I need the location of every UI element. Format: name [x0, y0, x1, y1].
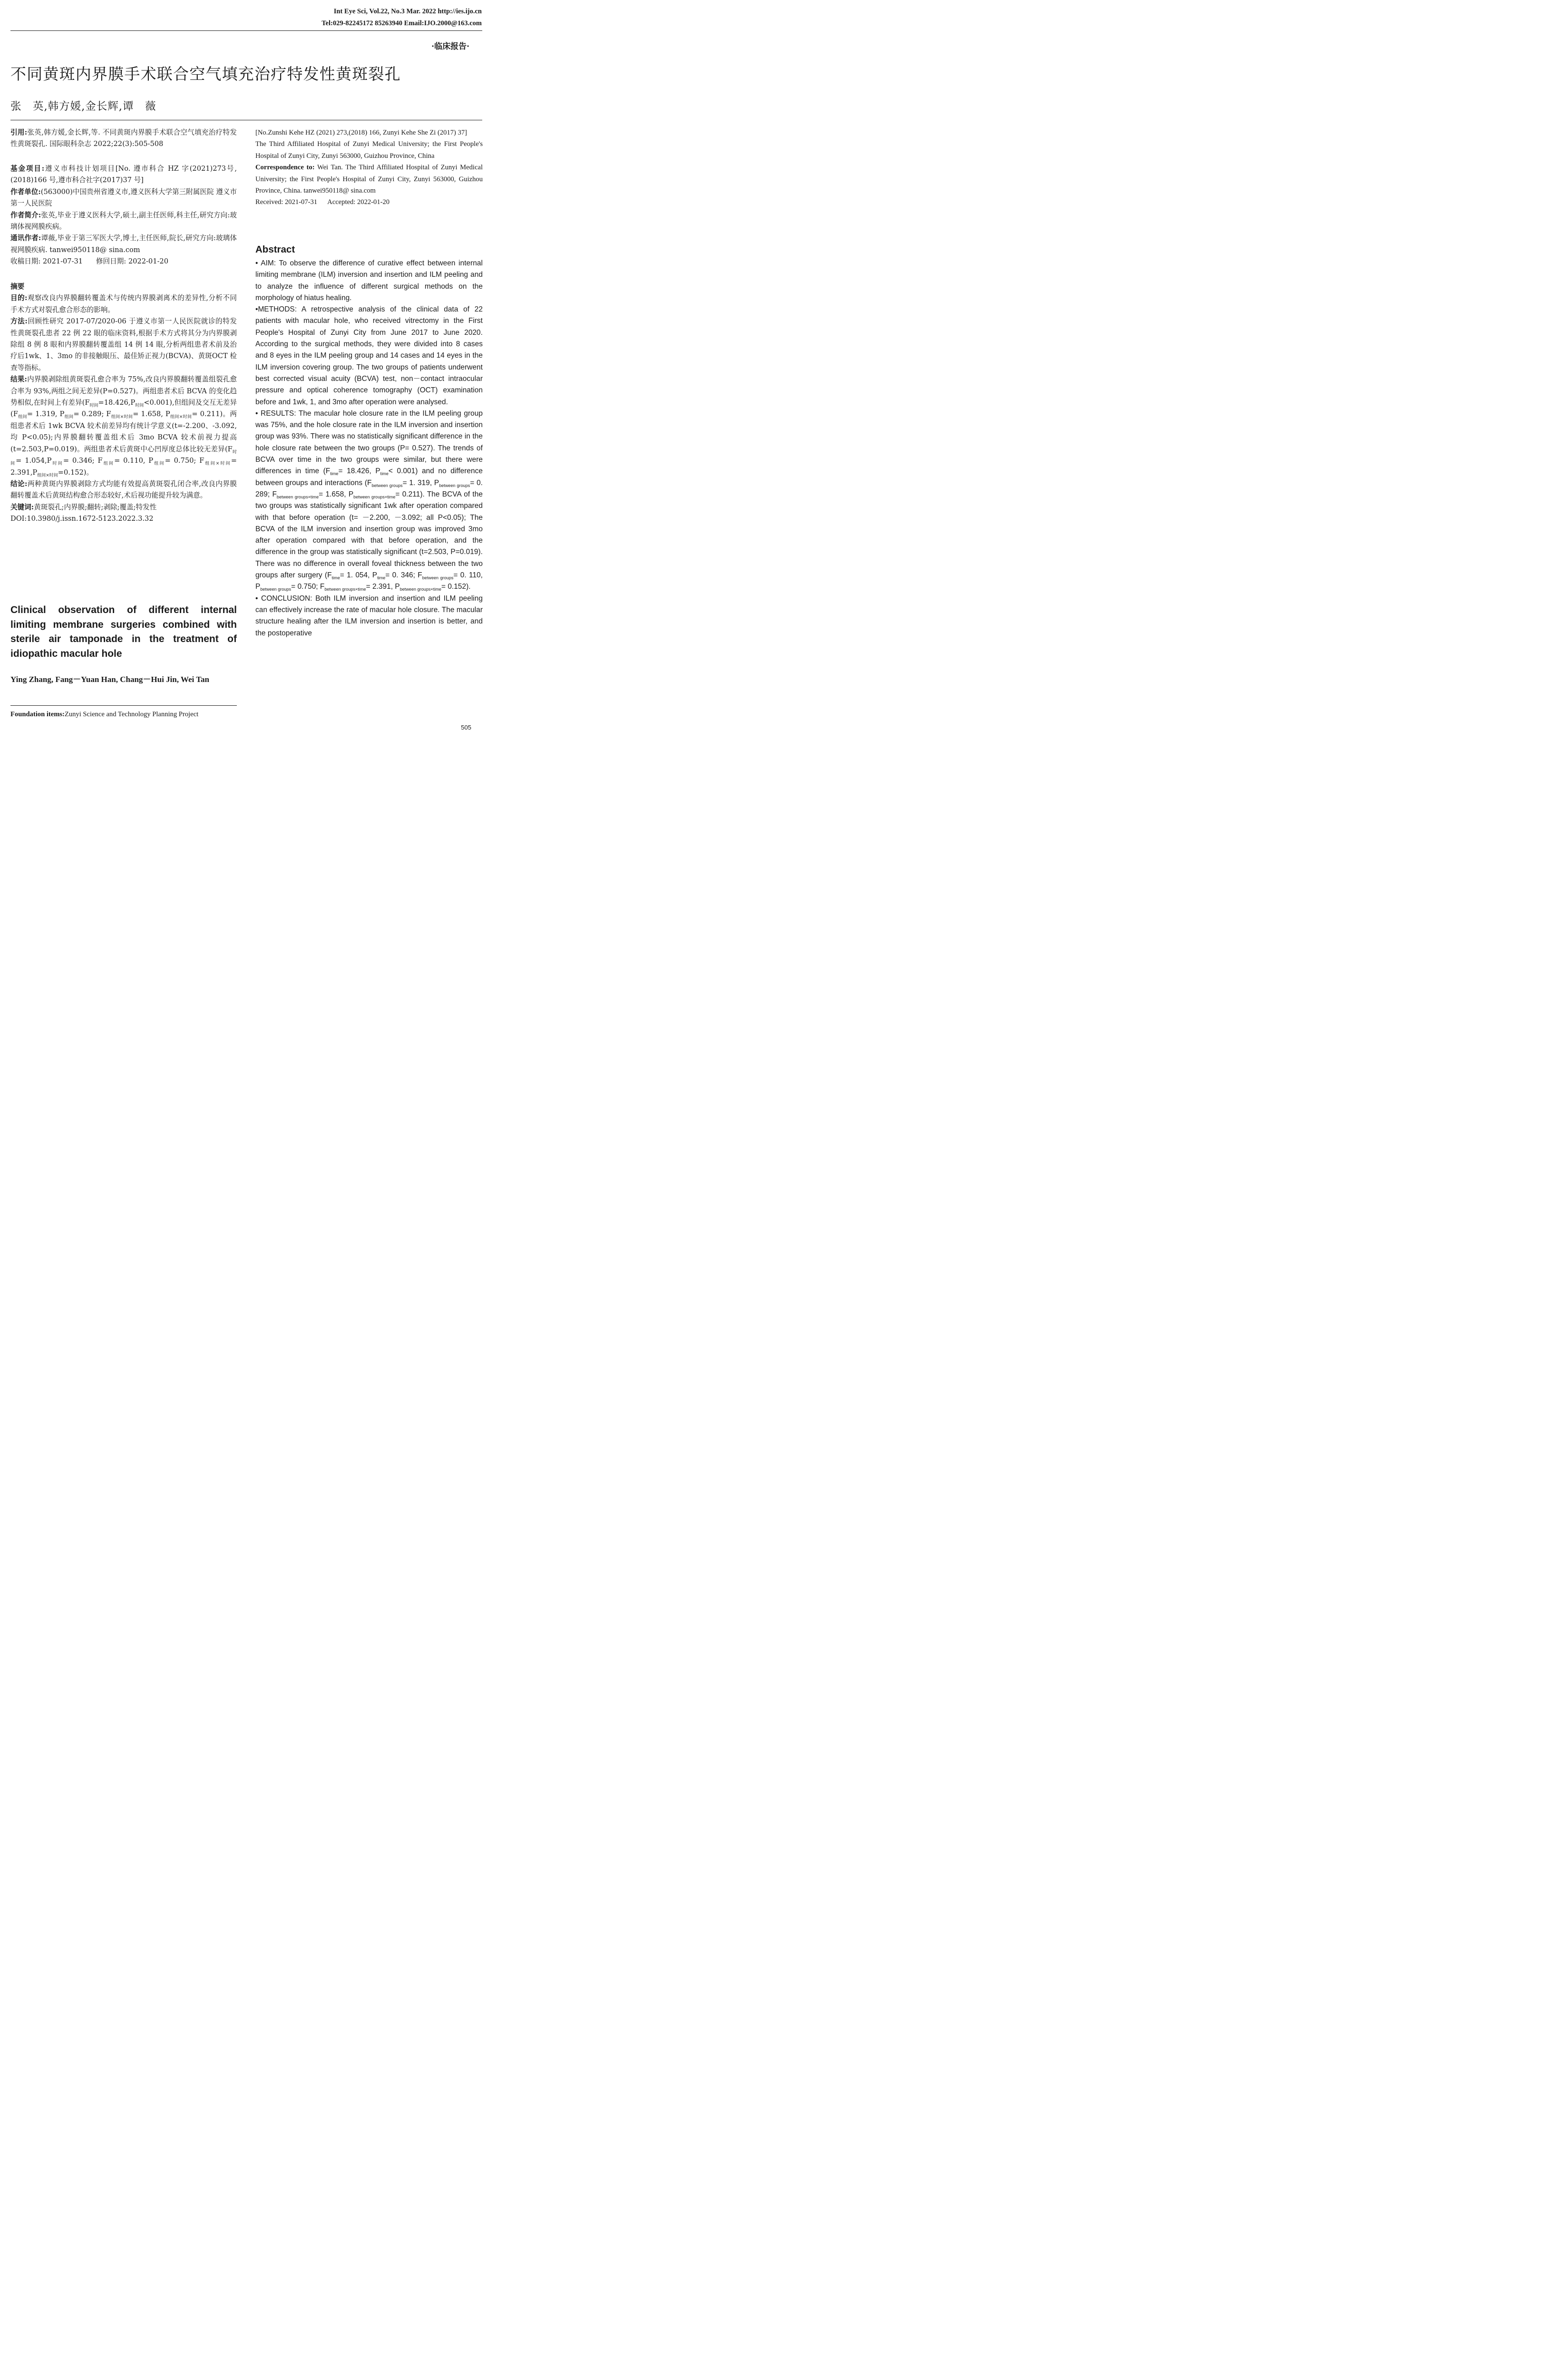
citation-text: 张英,韩方媛,金长辉,等. 不同黄斑内界膜手术联合空气填充治疗特发性黄斑裂孔. 国际眼科杂志 2022;22(3):505-508	[10, 128, 237, 148]
fund-info: 基金项目:遵义市科技计划项目[No. 遵市科合 HZ 字(2021)273号,(2018)166 号,遵市科合社字(2017)37 号]	[10, 165, 237, 185]
cn-aim: 目的:观察改良内界膜翻转覆盖术与传统内界膜剥离术的差异性,分析不同手术方式对裂孔愈合形态的影响。	[10, 294, 237, 314]
journal-header-line2: Tel:029-82245172 85263940 Email:IJO.2000@163.com	[321, 19, 482, 27]
en-received: Received: 2021-07-31 Accepted: 2022-01-20	[255, 198, 390, 206]
en-abstract	[255, 258, 483, 639]
received-dates: 收稿日期: 2021-07-31 修回日期: 2022-01-20	[10, 257, 168, 266]
doi: DOI:10.3980/j.issn.1672-5123.2022.3.32	[10, 515, 154, 523]
en-conclusion: • CONCLUSION: Both ILM inversion and insertion and ILM peeling can effectively increase the rate of macular hole closure. The macular structure healing after the ILM inversion and insertion is better, and the postoperative	[255, 594, 483, 637]
corresponding-author: 通讯作者:谭薇,毕业于第三军医大学,博士,主任医师,院长,研究方向:玻璃体视网膜疾病. tanwei950118@ sina.com	[10, 234, 237, 254]
journal-header-line1: Int Eye Sci, Vol.22, No.3 Mar. 2022 http://ies.ijo.cn	[333, 8, 482, 15]
author-unit: 作者单位:(563000)中国贵州省遵义市,遵义医科大学第三附属医院 遵义市第一人民医院	[10, 187, 237, 208]
author-bio: 作者简介:张英,毕业于遵义医科大学,硕士,副主任医师,科主任,研究方向:玻璃体视网膜疾病。	[10, 211, 237, 231]
article-title: 不同黄斑内界膜手术联合空气填充治疗特发性黄斑裂孔	[10, 65, 401, 83]
cn-keywords: 关键词:黄斑裂孔;内界膜;翻转;剥除;覆盖;特发性	[10, 503, 157, 511]
page-number: 505	[461, 724, 471, 731]
en-affiliation: The Third Affiliated Hospital of Zunyi Medical University; the First People's Hospital of Zunyi City, Zunyi 563000, Guizhou Province, China	[255, 140, 483, 160]
en-correspondence: Correspondence to: Wei Tan. The Third Affiliated Hospital of Zunyi Medical University; the First People's Hospital of Zunyi City, Zunyi 563000, Guizhou Province, China. tanwei950118@ sina.com	[255, 164, 483, 195]
english-title: Clinical observation of different internal limiting membrane surgeries combined with sterile air tamponade in the treatment of idiopathic macular hole	[10, 604, 237, 659]
cn-conclusion: 结论:两种黄斑内界膜剥除方式均能有效提高黄斑裂孔闭合率,改良内界膜翻转覆盖术后黄斑结构愈合形态较好,术后视功能提升较为满意。	[10, 479, 237, 500]
meta-block	[10, 163, 237, 268]
foundation-items: Foundation items:Zunyi Science and Technology Planning Project	[10, 711, 199, 718]
header-rule	[10, 30, 482, 31]
cn-abstract-heading: 摘要	[10, 283, 25, 291]
cn-methods: 方法:回顾性研究 2017-07/2020-06 于遵义市第一人民医院就诊的特发性黄斑裂孔患者 22 例 22 眼的临床资料,根据手术方式将其分为内界膜剥除组 8 例 8 眼和内界膜翻转覆盖组 14 例 14 眼,分析两组患者术前及治疗后1wk、1、3mo 的非接触眼压、最佳矫正视力(BCVA)、黄斑OCT 检查等指标。	[10, 317, 237, 372]
en-aim: • AIM: To observe the difference of curative effect between internal limiting membrane (ILM) inversion and insertion and ILM peeling and to analyze the influence of different surgical methods on the morphology of hiatus healing.	[255, 259, 483, 302]
en-results: • RESULTS: The macular hole closure rate in the ILM peeling group was 75%, and the hole closure rate in the ILM inversion and insertion group was 93%. There was no statistically significant difference in the hole closure rate between the two groups (P= 0.527). The trends of BCVA over time in the two groups were similar, but there were differences in time ($F_{time}= 18.426$, $P_{time}< 0.001$) and no difference between groups and interactions ($F_{between groups}= 1$. 319, $P_{between groups}= 0$. 289; $F_{between groups\times time}= 1.658$, $P_{between groups\times time}= 0.211$). The BCVA of the two groups was statistically significant 1wk after operation compared with that before operation (t= －2.200, －3.092; all P<0.05); The BCVA of the ILM inversion and insertion group was improved 3mo after operation compared with that before operation, and the difference in the group was statistically significant (t=2.503, P=0.019). There was no difference in overall foveal thickness between the two groups after surgery ($F_{time}= 1$. 054, $P_{time}= 0$. 346; $F_{between groups}= 0$. 110, $P_{between groups}= 0.750$; $F_{between groups\times time}= 2.391$, $P_{between groups\times time}= 0.152$).	[255, 409, 483, 592]
en-meta-block	[255, 127, 483, 208]
cn-abstract	[10, 281, 237, 525]
citation-label: 引用:	[10, 128, 28, 136]
en-methods: •METHODS: A retrospective analysis of the clinical data of 22 patients with macular hole, who received vitrectomy in the First People's Hospital of Zunyi City from June 2017 to June 2020. According to the surgical methods, they were divided into 8 cases and 8 eyes in the ILM peeling group and 14 cases and 14 eyes in the ILM inversion covering group. The two groups of patients underwent best corrected visual acuity (BCVA) test, non－contact intraocular pressure and optical coherence tomography (OCT) examination before and 1wk, 1, and 3mo after operation were analysed.	[255, 305, 483, 406]
left-rule	[10, 705, 237, 706]
section-label: ·临床报告·	[431, 42, 469, 51]
english-authors: Ying Zhang, Fang－Yuan Han, Chang－Hui Jin, Wei Tan	[10, 675, 209, 684]
citation-block	[10, 127, 237, 150]
en-abstract-heading: Abstract	[255, 244, 295, 255]
foundation-continued: [No.Zunshi Kehe HZ (2021) 273,(2018) 166, Zunyi Kehe She Zi (2017) 37]	[255, 129, 467, 136]
author-list: 张 英,韩方媛,金长辉,谭 薇	[10, 100, 156, 113]
cn-results: 结果:内界膜剥除组黄斑裂孔愈合率为 75%,改良内界膜翻转覆盖组裂孔愈合率为 93%,两组之间无差异(P=0.527)。两组患者术后 BCVA 的变化趋势相似,在时间上有差异$(F_{时间}=18.426,P_{时间}<0.001)$,但组间及交互无差异($F_{组间}= 1.319$, $P_{组间}= 0.289$; $F_{组间\times 时间}= 1.658$, $P_{组间\times 时间}= 0.211$)。两组患者术后 1wk BCVA 较术前差异均有统计学意义(t=-2.200、-3.092,均 P<0.05);内界膜翻转覆盖组术后 3mo BCVA 较术前视力提高(t=2.503,P=0.019)。两组患者术后黄斑中心凹厚度总体比较无差异($F_{时间}= 1.054,P_{时间}= 0.346$; $F_{组间}= 0.110$, $P_{组间}= 0.750$; $F_{组间\times 时间}= 2.391,P_{组间\times 时间}=0.152$)。	[10, 375, 237, 478]
